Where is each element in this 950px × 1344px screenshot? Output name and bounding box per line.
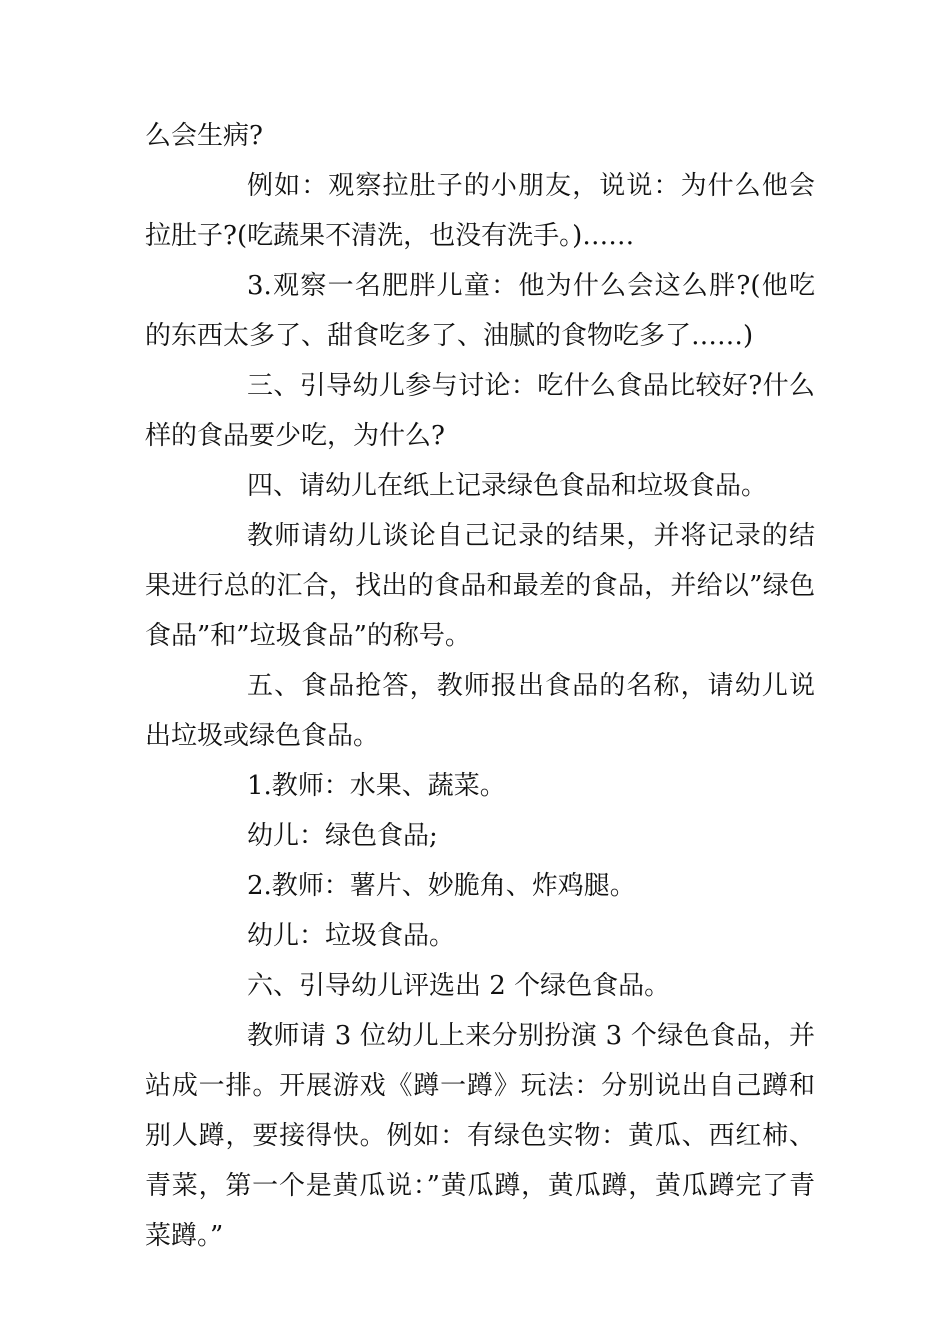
paragraph-11: 幼儿：垃圾食品。 [247, 921, 456, 951]
paragraph-5: 四、请幼儿在纸上记录绿色食品和垃圾食品。 [247, 471, 768, 501]
paragraph-4: 三、引导幼儿参与讨论：吃什么食品比较好?什么样的食品要少吃，为什么? [145, 371, 815, 451]
paragraph-6: 教师请幼儿谈论自己记录的结果，并将记录的结果进行总的汇合，找出的食品和最差的食品，并给以”绿色食品”和”垃圾食品”的称号。 [145, 521, 815, 651]
paragraph-13: 教师请 3 位幼儿上来分别扮演 3 个绿色食品，并站成一排。开展游戏《蹲一蹲》玩法：分别说出自己蹲和别人蹲，要接得快。例如：有绿色实物：黄瓜、西红柿、青菜，第一个是黄瓜说：”黄瓜蹲，黄瓜蹲，黄瓜蹲完了青菜蹲。” [145, 1021, 815, 1251]
paragraph-1: 么会生病? [145, 121, 263, 151]
paragraph-10: 2.教师：薯片、妙脆角、炸鸡腿。 [247, 871, 636, 901]
paragraph-2: 例如：观察拉肚子的小朋友，说说：为什么他会拉肚子?(吃蔬果不清洗，也没有洗手。)…… [145, 171, 815, 251]
document-body [145, 111, 815, 1261]
paragraph-9: 幼儿：绿色食品; [247, 821, 438, 851]
paragraph-12: 六、引导幼儿评选出 2 个绿色食品。 [247, 971, 671, 1001]
paragraph-3: 3.观察一名肥胖儿童：他为什么会这么胖?(他吃的东西太多了、甜食吃多了、油腻的食物吃多了……) [145, 271, 815, 351]
paragraph-7: 五、食品抢答，教师报出食品的名称，请幼儿说出垃圾或绿色食品。 [145, 671, 815, 751]
paragraph-8: 1.教师：水果、蔬菜。 [247, 771, 506, 801]
